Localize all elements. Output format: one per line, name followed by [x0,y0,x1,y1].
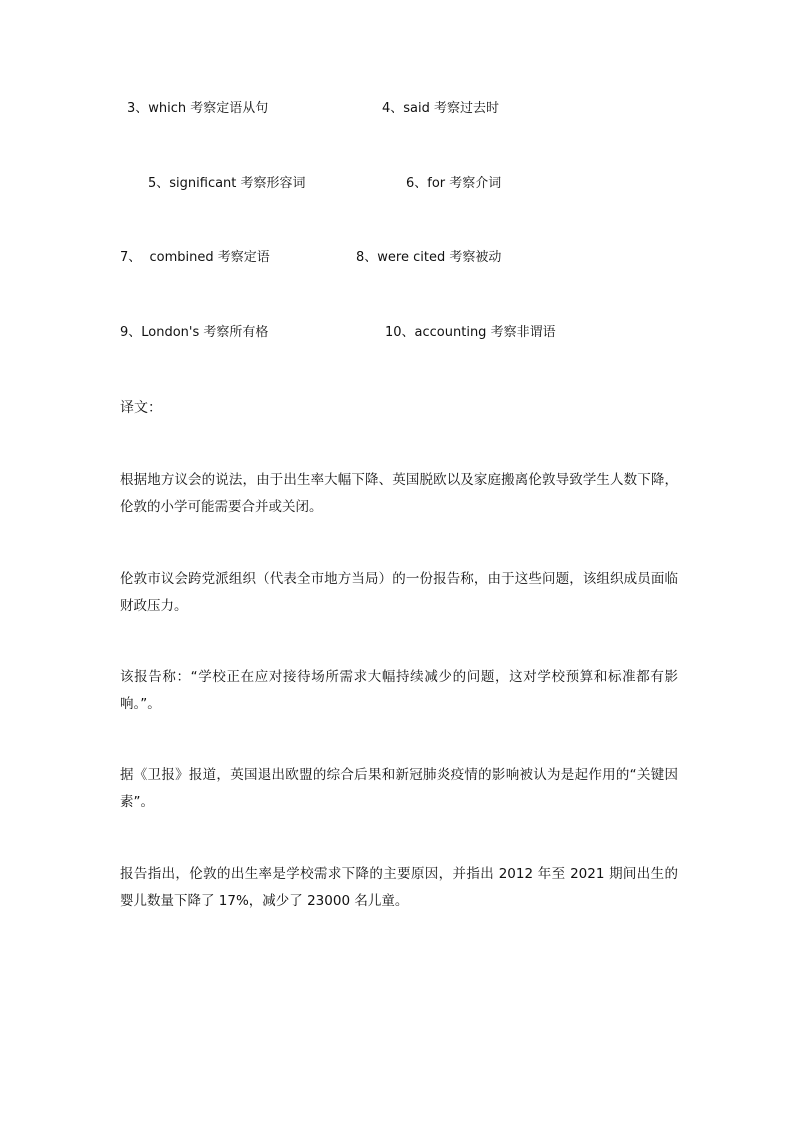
answer-note-3: 3、which 考察定语从句 [127,101,269,116]
answer-note-8: 8、were cited 考察被动 [356,250,502,265]
translation-paragraph-4: 据《卫报》报道，英国退出欧盟的综合后果和新冠肺炎疫情的影响被认为是起作用的“关键因素”。 [120,767,678,810]
answer-note-10: 10、accounting 考察非谓语 [385,325,556,340]
translation-label: 译文： [120,400,162,416]
translation-paragraph-2: 伦敦市议会跨党派组织（代表全市地方当局）的一份报告称，由于这些问题，该组织成员面临财政压力。 [120,571,678,614]
answer-note-6: 6、for 考察介词 [406,176,502,191]
translation-paragraph-5: 报告指出，伦敦的出生率是学校需求下降的主要原因，并指出 2012 年至 2021 期间出生的婴儿数量下降了 17%，减少了 23000 名儿童。 [120,866,678,909]
answer-note-5: 5、significant 考察形容词 [148,176,306,191]
answer-note-9: 9、London's 考察所有格 [120,325,269,340]
translation-paragraph-3: 该报告称：“学校正在应对接待场所需求大幅持续减少的问题，这对学校预算和标准都有影响。”。 [120,669,678,712]
answer-note-7: 7、 combined 考察定语 [120,250,270,265]
answer-note-4: 4、said 考察过去时 [382,101,500,116]
translation-paragraph-1: 根据地方议会的说法，由于出生率大幅下降、英国脱欧以及家庭搬离伦敦导致学生人数下降，伦敦的小学可能需要合并或关闭。 [120,472,678,515]
